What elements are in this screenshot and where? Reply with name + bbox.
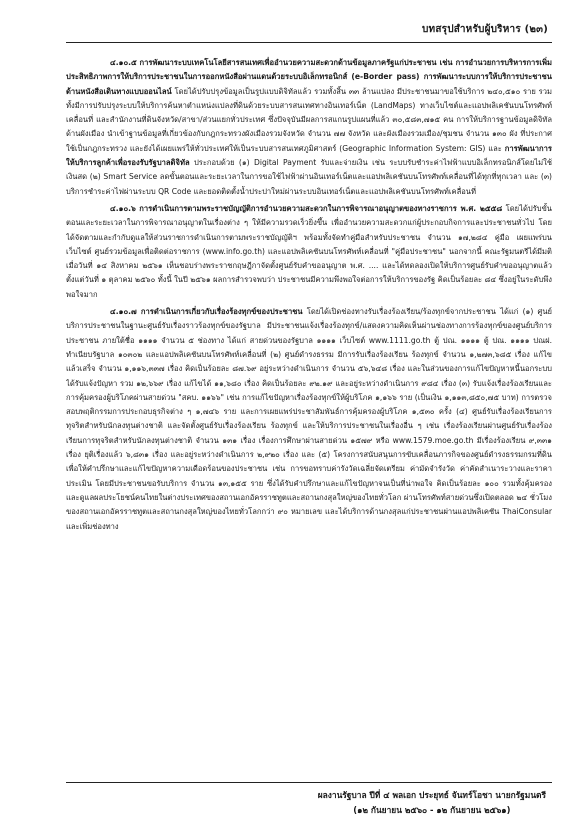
running-header [422, 22, 548, 37]
section-4-10-5 [66, 56, 552, 199]
section-4-10-6 [66, 202, 552, 302]
header-title: บทสรุปสำหรับผู้บริหาร [421, 24, 521, 35]
section-text: โดยได้เปิดช่องทางรับเรื่องร้องเรียน/ร้องทุกข์จากประชาชน ได้แก่ (๑) ศูนย์บริการประชาชนในฐานะศูนย์รับเรื่องราวร้องทุกข์ของรัฐบาล มีประชาชนแจ้งเรื่องร้องทุกข์/แสดงความคิดเห็นผ่านช่องทางการร้องทุกข์ของศูนย์บริการประชาชน ภายใต้ชื่อ ๑๑๑๑ จำนวน ๕ ช่องทาง ได้แก่ สายด่วนของรัฐบาล ๑๑๑๑ เว็บไซต์ www.1111.go.th ตู้ ปณ. ๑๑๑๑ ตู้ ปณ. ๑๑๑๑ ปณฝ. ทำเนียบรัฐบาล ๑๐๓๐๒ และแอปพลิเคชันบนโทรศัพท์เคลื่อนที่ (๒) ศูนย์ดำรงธรรม มีการรับเรื่องร้องเรียน ร้องทุกข์ จำนวน ๑,๒๗๓,๖๘๕ เรื่อง แก้ไขแล้วเสร็จ จำนวน ๑,๑๑๖,๓๓๗ เรื่อง คิดเป็นร้อยละ ๘๗.๖๙ อยู่ระหว่างดำเนินการ จำนวน ๕๖,๖๔๘ เรื่อง และในส่วนของการแก้ไขปัญหาหนี้นอกระบบ ได้รับแจ้งปัญหา รวม ๑๒,๖๖๙ เรื่อง แก้ไขได้ ๑๑,๖๘๐ เรื่อง คิดเป็นร้อยละ ๙๒.๑๙ และอยู่ระหว่างดำเนินการ ๙๘๔ เรื่อง (๓) รับแจ้งเรื่องร้องเรียนและการคุ้มครองผู้บริโภคผ่านสายด่วน "สคบ. ๑๑๖๖" เช่น การแก้ไขปัญหาเรื่องร้องทุกข์ให้ผู้บริโภค ๑,๑๖๖ ราย (เป็นเงิน ๑,๑๑๓,๘๕๐,๗๕ บาท) การตรวจสอบพฤติกรรมการประกอบธุรกิจต่าง ๆ ๑,๗๔๖ ราย และการเผยแพร่ประชาสัมพันธ์การคุ้มครองผู้บริโภค ๑,๕๓๐ ครั้ง (๔) ศูนย์รับเรื่องร้องเรียนการทุจริตสำหรับนักลงทุนต่างชาติ และจัดตั้งศูนย์รับเรื่องร้องเรียน ร้องทุกข์ และให้บริการประชาชนในเรื่องอื่น ๆ เช่น เรื่องร้องเรียนผ่านศูนย์รับเรื่องร้องเรียนการทุจริตสำหรับนักลงทุนต่างชาติ จำนวน ๑๓๑ เรื่อง เรื่องการศึกษาผ่านสายด่วน ๑๕๗๙ หรือ www.1579.moe.go.th มีเรื่องร้องเรียน ๙,๓๓๑ เรื่อง ยุติเรื่องแล้ว ๖,๘๓๑ เรื่อง และอยู่ระหว่างดำเนินการ ๒,๙๒๐ เรื่อง และ (๕) โครงการสนับสนุนการขับเคลื่อนภารกิจของศูนย์ดำรงธรรมกรมที่ดิน เพื่อให้คำปรึกษาและแก้ไขปัญหาความเดือดร้อนของประชาชน เช่น การขอทราบค่ารังวัดเฉลี่ยจัดเตรียม ค่ามัดจำรังวัด ค่าคัดสำเนาระวางและราคาประเมิน โดยมีประชาชนขอรับบริการ จำนวน ๑๓,๑๕๕ ราย ซึ่งได้รับคำปรึกษาและแก้ไขปัญหาจนเป็นที่น่าพอใจ คิดเป็นร้อยละ ๑๐๐ รวมทั้งคุ้มครองและดูแลผลประโยชน์คนไทยในต่างประเทศของสถานเอกอัครราชทูตและสถานกงสุลใหญ่ของไทยทั่วโลก [66, 307, 552, 502]
footer-line-2: (๑๒ กันยายน ๒๕๖๐ - ๑๒ กันยายน ๒๕๖๑) [353, 805, 511, 815]
header-rule [66, 42, 552, 43]
footer-rule [66, 782, 552, 783]
section-number: ๔.๑๐.๖ [110, 203, 136, 213]
section-lead: การพัฒนาระบบเทคโนโลยีสารสนเทศเพื่ออำนวยความสะดวกด้านข้อมูลภาครัฐแก่ประชาชน เช่น การอำนวยการบริหารการเพิ่มประสิทธิภาพการให้บริการประชาชนในการออกหนังสือผ่านแดนด้วยระบบอิเล็กทรอนิกส์ (e-Border pass) การพัฒนาระบบการให้บริการประชาชนด้านหนังสือเดินทางแบบออนไลน์ [66, 58, 552, 96]
section-text: โดยได้ปรับขั้นตอนและระยะเวลาในการพิจารณาอนุญาตในเรื่องต่าง ๆ ให้มีความรวดเร็วยิ่งขึ้น เพื่ออำนวยความสะดวกแก่ผู้ประกอบกิจการและประชาชนทั่วไป โดยได้จัดตามและกำกับดูแลให้ส่วนราชการดำเนินการตามพระราชบัญญัติฯ พร้อมทั้งจัดทำคู่มือสำหรับประชาชน จำนวน ๑๗,๒๘๔ คู่มือ เผยแพร่บนเว็บไซต์ ศูนย์รวมข้อมูลเพื่อติดต่อราชการ (www.info.go.th) และแอปพลิเคชันบนโทรศัพท์เคลื่อนที่ "คู่มือประชาชน" นอกจากนี้ คณะรัฐมนตรีได้มีมติเมื่อวันที่ ๑๔ สิงหาคม ๒๕๖๑ เห็นชอบร่างพระราชกฤษฎีกาจัดตั้งศูนย์รับคำขออนุญาต พ.ศ. .... และได้ทดลองเปิดให้บริการศูนย์รับคำขออนุญาตแล้ว ตั้งแต่วันที่ ๑ ตุลาคม ๒๕๖๐ ทั้งนี้ ในปี ๒๕๖๑ ผลการสำรวจพบว่า ประชาชนมีความพึงพอใจต่อการให้บริการของรัฐ คิดเป็นร้อยละ ๘๔ ซึ่งอยู่ในระดับพึงพอใจมาก [66, 203, 552, 299]
page-footer [318, 788, 546, 818]
section-text: โดยได้ปรับปรุงข้อมูลเป็นรูปแบบดิจิทัลแล้ว รวมทั้งสิ้น ๓๓ ล้านแปลง มีประชาชนมาขอใช้บริการ ๒๔๐,๕๑๐ ราย รวมทั้งมีการปรับปรุงระบบให้บริการค้นหาตำแหน่งแปลงที่ดินด้วยระบบสารสนเทศทางอินเทอร์เน็ต (LandMaps) ทางเว็บไซต์และแอปพลิเคชันบนโทรศัพท์เคลื่อนที่ และสำนักงานที่ดินจังหวัด/สาขา/ส่วนแยกทั่วประเทศ ซึ่งปัจจุบันมีผลการสแกนรูปแผนที่แล้ว ๓๐,๕๘๓,๗๑๕ คน การให้บริการฐานข้อมูลดิจิทัลด้านผังเมือง นำเข้าฐานข้อมูลที่เกี่ยวข้องกับกฎกระทรวงผังเมืองรวมจังหวัด จำนวน ๗๗ จังหวัด และผังเมืองรวมเมือง/ชุมชน จำนวน ๑๓๐ ผัง ที่ประกาศใช้เป็นกฎกระทรวง และยังได้เผยแพร่ให้ทั่วประเทศให้เป็นระบบสารสนเทศภูมิศาสตร์ (Geographic Information System: GIS) และ [66, 86, 552, 153]
section-text-2: ประกอบด้วย (๑) Digital Payment รับและจ่ายเงิน เช่น ระบบรับชำระค่าไฟฟ้าแบบอิเล็กทรอนิกส์โดยไม่ใช้เงินสด (๒) Smart Service ลดขั้นตอนและระยะเวลาในการขอใช้ไฟฟ้าผ่านอินเทอร์เน็ตและแอปพลิเคชันบนโทรศัพท์เคลื่อนที่ได้ทุกที่ทุกเวลา และ (๓) บริการชำระค่าไฟผ่านระบบ QR Code และยอดติดตั้งน้ำประปาใหม่ผ่านระบบอินเทอร์เน็ตและแอปพลิเคชันบนโทรศัพท์เคลื่อนที่ [66, 158, 552, 196]
document-body [66, 56, 552, 772]
section-number: ๔.๑๐.๕ [110, 58, 137, 67]
section-lead-2: การพัฒนาการให้บริการลูกค้าเพื่อรองรับรัฐบาลดิจิทัล [66, 143, 552, 168]
section-lead: การดำเนินการเกี่ยวกับเรื่องร้องทุกข์ของประชาชน [140, 307, 303, 317]
section-number: ๔.๑๐.๗ [110, 307, 137, 317]
footer-line-1: ผลงานรัฐบาล ปีที่ ๔ พลเอก ประยุทธ์ จันทร์โอชา นายกรัฐมนตรี [317, 790, 546, 800]
page-number: (๒๓) [524, 24, 548, 35]
section-lead: การดำเนินการตามพระราชบัญญัติการอำนวยความสะดวกในการพิจารณาอนุญาตของทางราชการ พ.ศ. ๒๕๕๘ [139, 203, 503, 213]
section-text-2: ผ่านโทรศัพท์สายด่วนซึ่งเปิดตลอด ๒๔ ชั่วโมงของสถานเอกอัครราชทูตและสถานกงสุลใหญ่ของไทยทั่วโลกกว่า ๙๐ หมายเลข และได้บริการด้านกงสุลแก่ประชาชนผ่านแอปพลิเคชัน ThaiConsular และเพิ่มช่องทาง [66, 492, 552, 531]
section-4-10-7 [66, 305, 552, 534]
